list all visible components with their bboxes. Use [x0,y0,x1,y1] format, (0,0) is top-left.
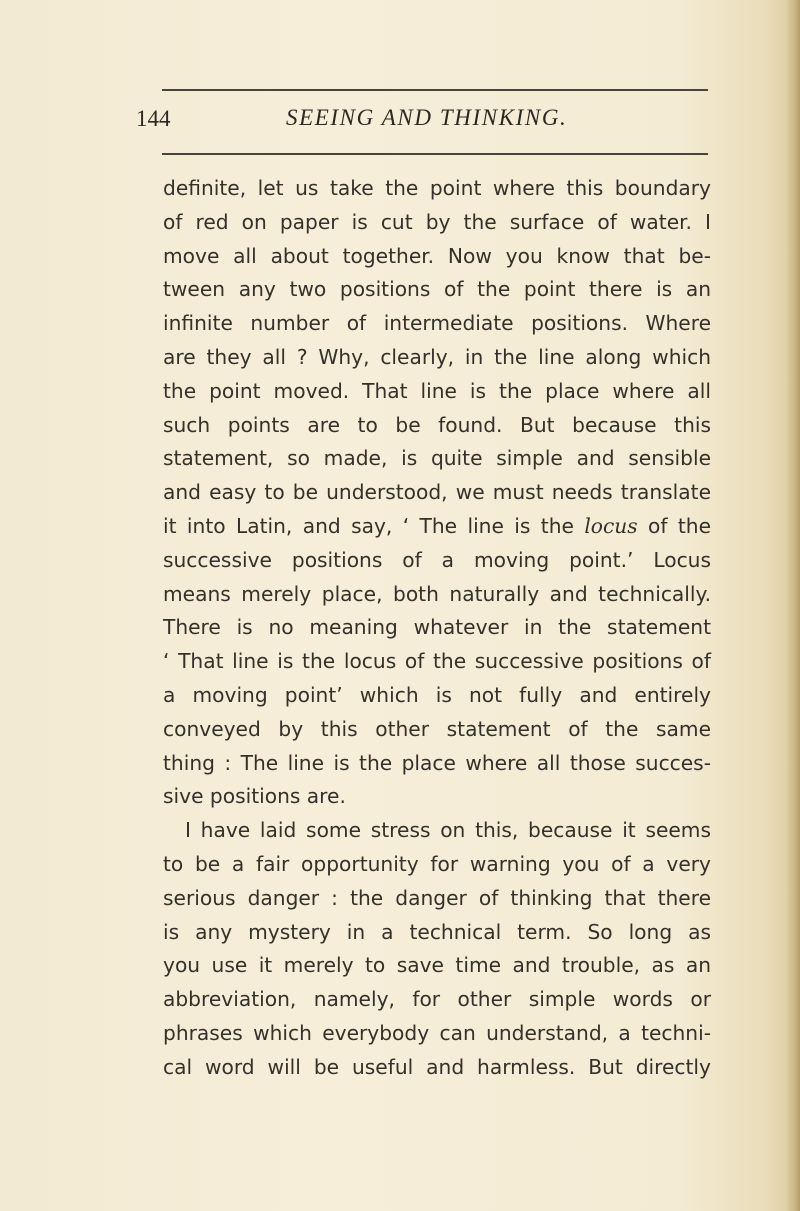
text-line: successive positions of a moving point.’ Locus [163,547,711,572]
text-line: are they all ? Why, clearly, in the line along which [163,344,711,369]
body-text [163,172,711,1085]
text-line: thing : The line is the place where all those succes- [163,750,711,775]
text-line: tween any two positions of the point there is an [163,277,711,302]
text-line: statement, so made, is quite simple and sensible [163,446,711,471]
text-line: infinite number of intermediate positions. Where [163,311,711,336]
page-edge-shadow [786,0,800,1211]
text-line: a moving point’ which is not fully and entirely [163,682,711,707]
header-top-rule [162,89,708,91]
text-line: the point moved. That line is the place where all [163,378,711,403]
italic-term-locus: locus [584,513,638,538]
text-line-start: it into Latin, and say, ‘ The line is the [163,513,574,538]
text-line: you use it merely to save time and trouble, as an [163,953,711,978]
text-line: There is no meaning whatever in the statement [163,615,711,640]
text-line: phrases which everybody can understand, a techni- [163,1020,711,1045]
text-line: definite, let us take the point where this boundary [163,176,711,200]
text-line: cal word will be useful and harmless. But directly [163,1054,711,1079]
text-line-paragraph-end: sive positions are. [163,784,346,809]
text-line: to be a fair opportunity for warning you of a very [163,851,711,876]
header-bottom-rule [162,153,708,155]
text-line: such points are to be found. But because this [163,412,711,437]
text-line: of red on paper is cut by the surface of water. I [163,209,711,234]
text-line: serious danger : the danger of thinking that there [163,885,711,910]
text-line: abbreviation, namely, for other simple words or [163,987,711,1012]
text-line-paragraph-start: I have laid some stress on this, because it seems [185,818,711,843]
text-line: means merely place, both naturally and technically. [163,581,711,606]
text-line: conveyed by this other statement of the same [163,716,711,741]
text-line: move all about together. Now you know that be- [163,243,711,268]
running-head: SEEING AND THINKING. [286,105,568,130]
text-line-end: of the [637,513,711,538]
text-line: is any mystery in a technical term. So long as [163,919,711,944]
text-line: ‘ That line is the locus of the successive positions of [163,649,711,674]
page-number: 144 [136,106,171,131]
text-line: and easy to be understood, we must needs translate [163,480,711,505]
text-line-with-italic [163,510,711,544]
